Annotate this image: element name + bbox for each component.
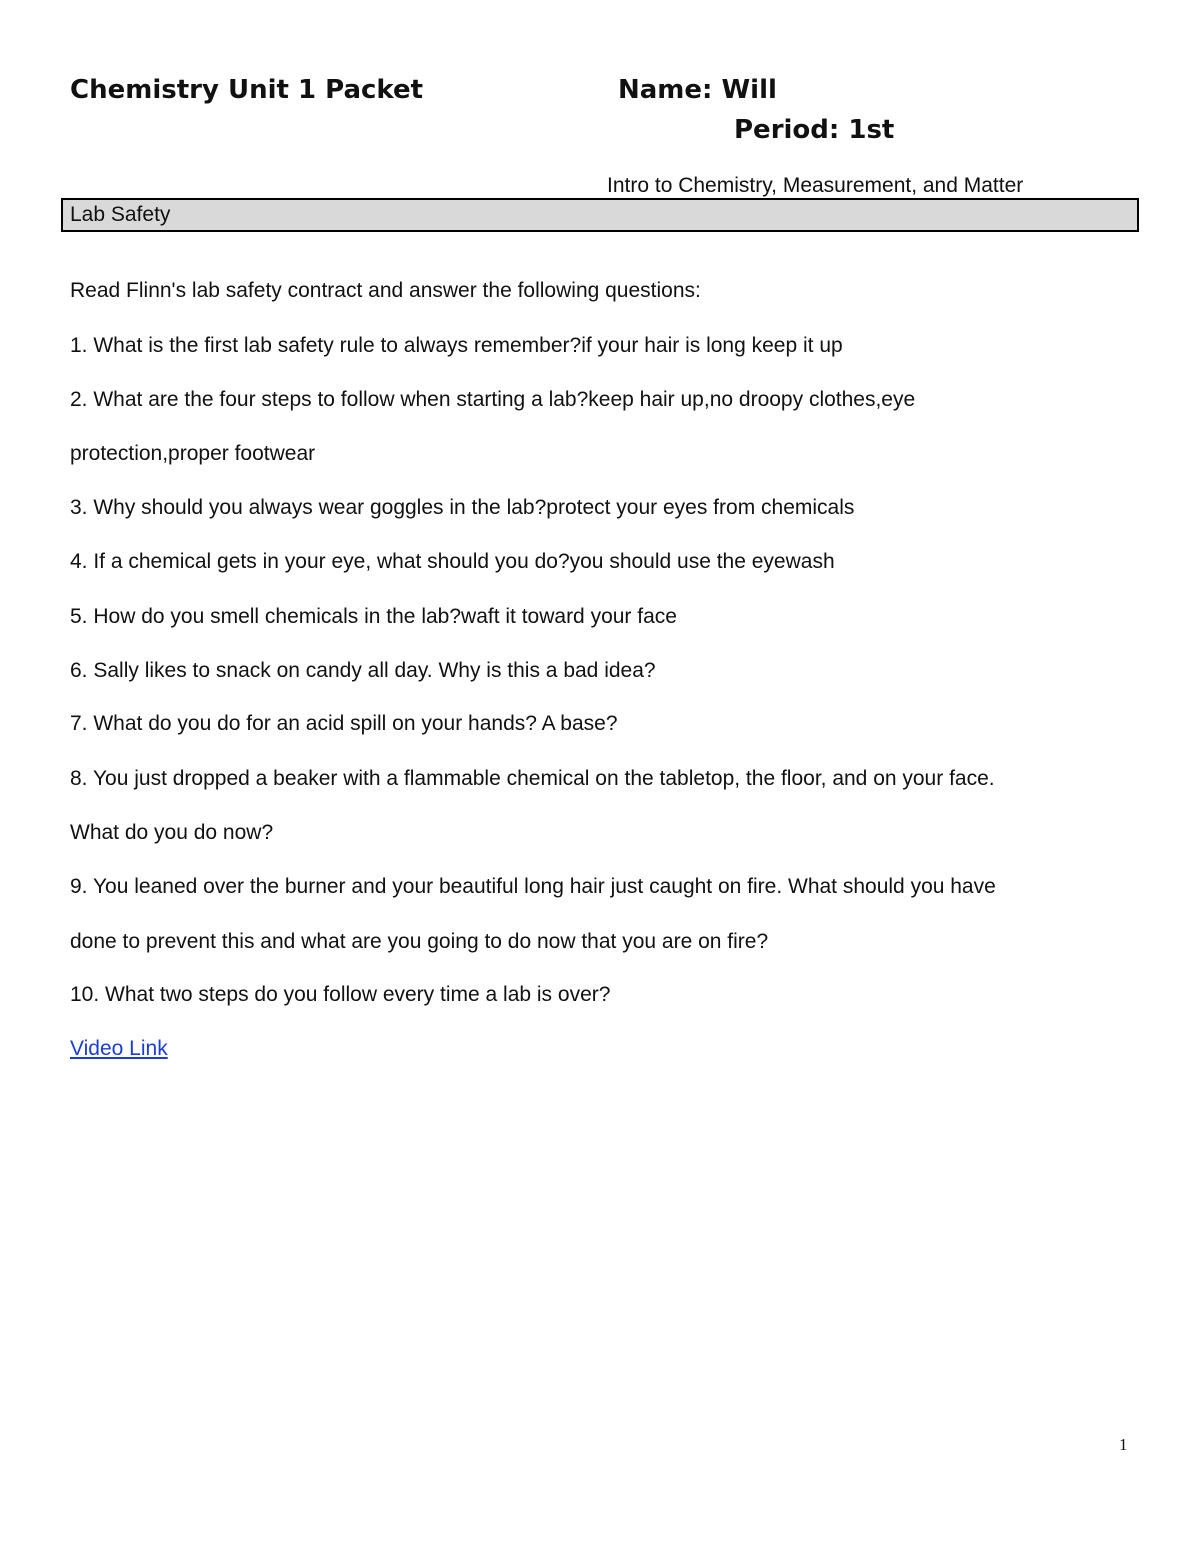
instructions-text: Read Flinn's lab safety contract and answer the following questions: [70,279,701,302]
section-title: Lab Safety [70,203,171,226]
question-1: 1. What is the first lab safety rule to always remember?if your hair is long keep it up [70,334,843,357]
question-5: 5. How do you smell chemicals in the lab?waft it toward your face [70,605,677,628]
question-2: 2. What are the four steps to follow when starting a lab?keep hair up,no droopy clothes,eye [70,388,916,411]
question-9: 9. You leaned over the burner and your beautiful long hair just caught on fire. What should you have [70,875,996,898]
video-link[interactable]: Video Link [70,1037,168,1060]
section-header-bar [61,198,1139,232]
question-10: 10. What two steps do you follow every time a lab is over? [70,983,611,1006]
question-3: 3. Why should you always wear goggles in the lab?protect your eyes from chemicals [70,496,855,519]
unit-subtitle: Intro to Chemistry, Measurement, and Matter [607,174,1024,197]
student-name: Name: Will [618,75,777,105]
class-period: Period: 1st [734,115,895,145]
question-4: 4. If a chemical gets in your eye, what should you do?you should use the eyewash [70,550,835,573]
question-8-continued: What do you do now? [70,821,274,844]
document-title: Chemistry Unit 1 Packet [70,75,424,105]
question-6: 6. Sally likes to snack on candy all day. Why is this a bad idea? [70,659,656,682]
question-8: 8. You just dropped a beaker with a flammable chemical on the tabletop, the floor, and on your face. [70,767,995,790]
page-number: 1 [1119,1435,1128,1454]
question-9-continued: done to prevent this and what are you going to do now that you are on fire? [70,930,769,953]
question-7: 7. What do you do for an acid spill on your hands? A base? [70,712,618,735]
question-2-continued: protection,proper footwear [70,442,316,465]
